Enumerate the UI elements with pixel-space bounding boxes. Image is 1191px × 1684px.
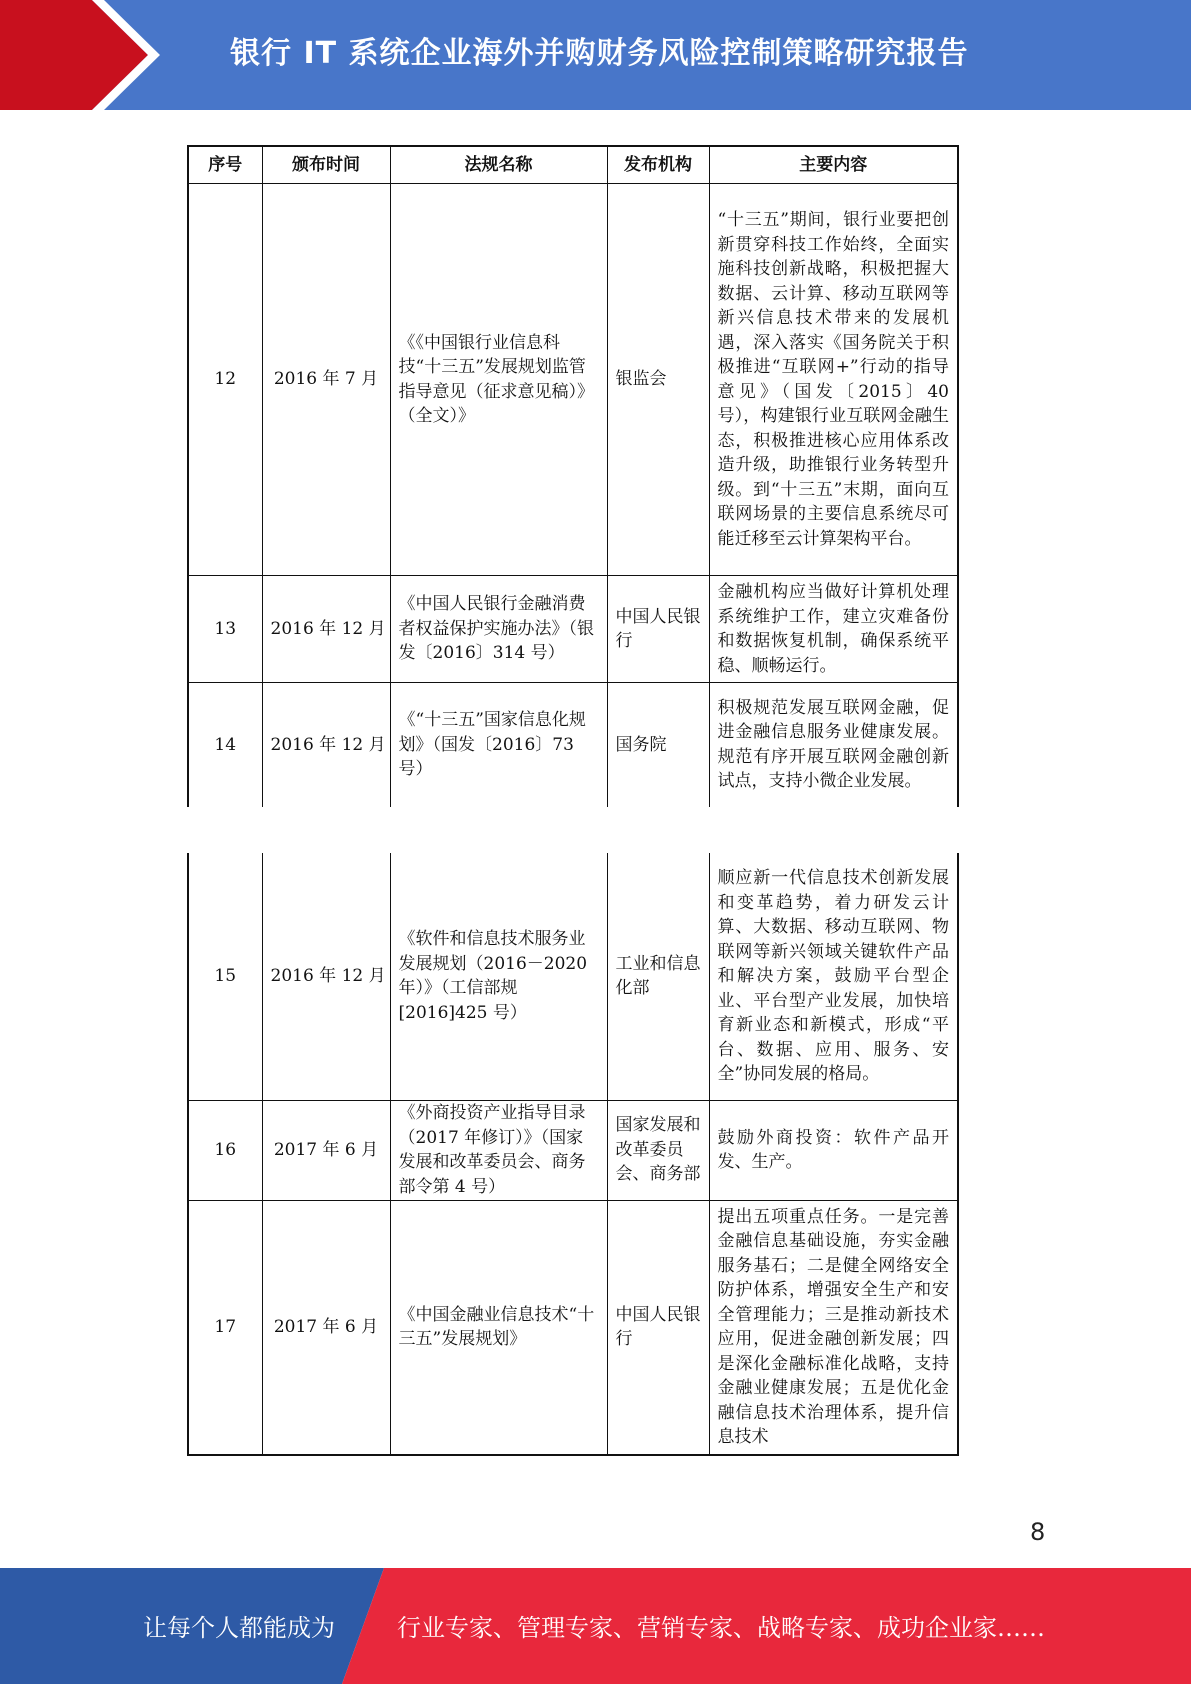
table-row bbox=[188, 683, 958, 807]
table-row bbox=[188, 576, 958, 683]
row-issuer: 中国人民银行 bbox=[607, 1200, 709, 1455]
column-header-name: 法规名称 bbox=[390, 146, 607, 184]
footer-slogan-left: 让每个人都能成为 bbox=[143, 1614, 335, 1642]
table-header-row bbox=[188, 146, 958, 184]
row-issuer: 工业和信息化部 bbox=[607, 853, 709, 1100]
row-issuer: 中国人民银行 bbox=[607, 576, 709, 683]
report-title: 银行 IT 系统企业海外并购财务风险控制策略研究报告 bbox=[230, 36, 969, 71]
column-header-no: 序号 bbox=[188, 146, 262, 184]
row-issuer: 银监会 bbox=[607, 184, 709, 576]
row-regulation-name: 《中国金融业信息技术“十三五”发展规划》 bbox=[390, 1200, 607, 1455]
row-number: 13 bbox=[188, 576, 262, 683]
row-date: 2016 年 12 月 bbox=[262, 576, 390, 683]
table-row bbox=[188, 1200, 958, 1455]
row-date: 2016 年 7 月 bbox=[262, 184, 390, 576]
row-number: 12 bbox=[188, 184, 262, 576]
row-content: 提出五项重点任务。一是完善金融信息基础设施，夯实金融服务基石；二是健全网络安全防护体系，增强安全生产和安全管理能力；三是推动新技术应用，促进金融创新发展；四是深化金融标准化战略，支持金融业健康发展；五是优化金融信息技术治理体系，提升信息技术 bbox=[709, 1200, 958, 1455]
row-regulation-name: 《中国人民银行金融消费者权益保护实施办法》（银发〔2016〕314 号） bbox=[390, 576, 607, 683]
table-row bbox=[188, 853, 958, 1100]
row-date: 2017 年 6 月 bbox=[262, 1100, 390, 1200]
column-header-org: 发布机构 bbox=[607, 146, 709, 184]
row-issuer: 国家发展和改革委员会、商务部 bbox=[607, 1100, 709, 1200]
column-header-date: 颁布时间 bbox=[262, 146, 390, 184]
row-regulation-name: 《外商投资产业指导目录（2017 年修订）》（国家发展和改革委员会、商务部令第 4 号） bbox=[390, 1100, 607, 1200]
row-regulation-name: 《“十三五”国家信息化规划》（国发〔2016〕73 号） bbox=[390, 683, 607, 807]
row-number: 15 bbox=[188, 853, 262, 1100]
row-number: 17 bbox=[188, 1200, 262, 1455]
row-regulation-name: 《软件和信息技术服务业发展规划（2016－2020 年）》（工信部规[2016]425 号） bbox=[390, 853, 607, 1100]
regulation-table-part2 bbox=[187, 853, 959, 1456]
row-date: 2016 年 12 月 bbox=[262, 683, 390, 807]
row-regulation-name: 《《中国银行业信息科技“十三五”发展规划监管指导意见（征求意见稿）》（全文）》 bbox=[390, 184, 607, 576]
page-header bbox=[0, 0, 1191, 110]
row-issuer: 国务院 bbox=[607, 683, 709, 807]
row-content: 顺应新一代信息技术创新发展和变革趋势，着力研发云计算、大数据、移动互联网、物联网等新兴领域关键软件产品和解决方案，鼓励平台型企业、平台型产业发展，加快培育新业态和新模式，形成“平台、数据、应用、服务、安全”协同发展的格局。 bbox=[709, 853, 958, 1100]
row-content: 鼓励外商投资：软件产品开发、生产。 bbox=[709, 1100, 958, 1200]
row-date: 2017 年 6 月 bbox=[262, 1200, 390, 1455]
column-header-content: 主要内容 bbox=[709, 146, 958, 184]
row-number: 16 bbox=[188, 1100, 262, 1200]
footer-slogan-right: 行业专家、管理专家、营销专家、战略专家、成功企业家…… bbox=[397, 1614, 1045, 1642]
page-number: 8 bbox=[1030, 1518, 1046, 1546]
row-content: 金融机构应当做好计算机处理系统维护工作，建立灾难备份和数据恢复机制，确保系统平稳、顺畅运行。 bbox=[709, 576, 958, 683]
row-date: 2016 年 12 月 bbox=[262, 853, 390, 1100]
row-content: “十三五”期间，银行业要把创新贯穿科技工作始终，全面实施科技创新战略，积极把握大数据、云计算、移动互联网等新兴信息技术带来的发展机遇，深入落实《国务院关于积极推进“互联网+”行动的指导意见》（国发〔2015〕40 号），构建银行业互联网金融生态，积极推进核心应用体系改造升级，助推银行业务转型升级。到“十三五”末期，面向互联网场景的主要信息系统尽可能迁移至云计算架构平台。 bbox=[709, 184, 958, 576]
table-row bbox=[188, 184, 958, 576]
row-content: 积极规范发展互联网金融，促进金融信息服务业健康发展。规范有序开展互联网金融创新试点，支持小微企业发展。 bbox=[709, 683, 958, 807]
regulation-table-part1 bbox=[187, 145, 959, 807]
table-row bbox=[188, 1100, 958, 1200]
page-footer bbox=[0, 1568, 1191, 1684]
row-number: 14 bbox=[188, 683, 262, 807]
